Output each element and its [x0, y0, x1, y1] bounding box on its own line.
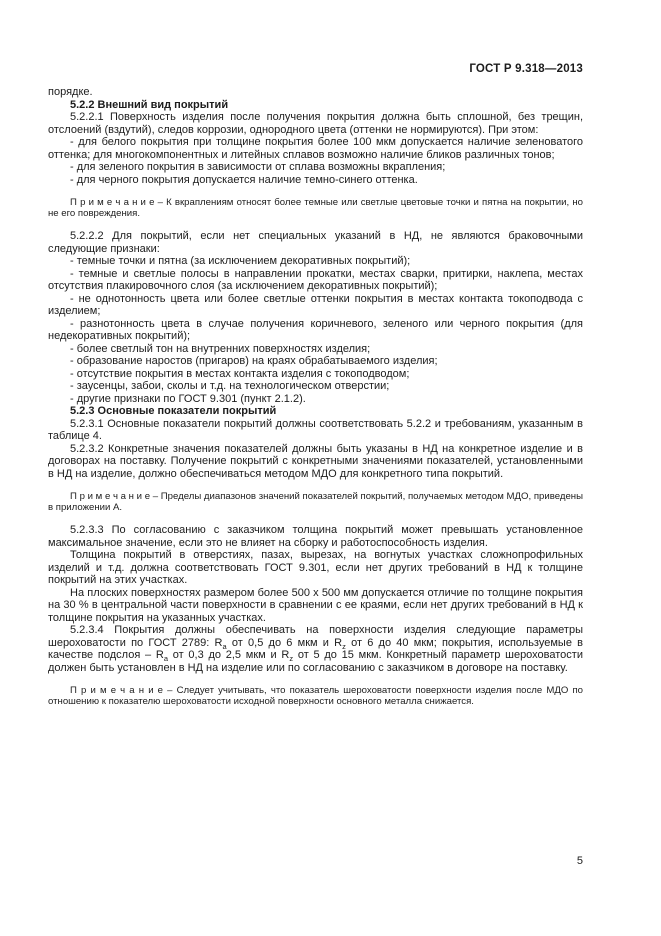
paragraph-5-2-3-4: 5.2.3.4 Покрытия должны обеспечивать на поверхности изделия следующие параметры шероховатости по ГОСТ 2789: $R_a$ от 0,5 до 6 мкм и $R_z$ от 6 до 40 мкм; покрытия, используемые в качестве подслоя – $R_a$ от 0,3 до 2,5 мкм и $R_z$ от 5 до 15 мкм. Конкретный параметр шероховатости должен быть установлен в НД на изделие или по согласованию с заказчиком в договоре на поставку.	[48, 624, 584, 674]
note: П р и м е ч а н и е – К вкраплениям относят более темные или светлые цветовые точки и пятна на покрытии, но не его повреждения.	[48, 197, 583, 219]
paragraph-5-2-2-2: 5.2.2.2 Для покрытий, если нет специальных указаний в НД, не являются браковочными следующие признаки:	[48, 230, 583, 255]
list-item: - для зеленого покрытия в зависимости от сплава возможны вкрапления;	[70, 161, 446, 173]
list-item: - другие признаки по ГОСТ 9.301 (пункт 2.1.2).	[70, 392, 306, 405]
list-item: - не однотонность цвета или более светлые оттенки покрытия в местах контакта токоподвода с изделием;	[48, 292, 583, 317]
page-number: 5	[576, 855, 583, 867]
document-header: ГОСТ Р 9.318—2013	[469, 63, 583, 75]
list-item: - отсутствие покрытия в местах контакта изделия с токоподводом;	[70, 367, 410, 380]
paragraph: Толщина покрытий в отверстиях, пазах, вырезах, на вогнутых участках сложнопрофильных изделий и т.д. должна соответствовать ГОСТ 9.301, если нет других требований в НД к толщине покрытий на этих участках.	[48, 549, 583, 586]
document-body	[48, 86, 583, 718]
paragraph-5-2-2-1: 5.2.2.1 Поверхность изделия после получения покрытия должна быть сплошной, без трещин, отслоений (вздутий), следов коррозии, однородного цвета (оттенки не нормируются). При этом:	[48, 111, 583, 136]
list-item: - более светлый тон на внутренних поверхностях изделия;	[70, 342, 371, 355]
continuation-paragraph: порядке.	[48, 86, 93, 98]
section-heading-5-2-3: 5.2.3 Основные показатели покрытий	[70, 405, 277, 417]
list-item: - темные и светлые полосы в направлении прокатки, местах сварки, притирки, наклепа, местах отсутствия плакировочного слоя (за исключением декоративных покрытий);	[48, 267, 583, 292]
paragraph: На плоских поверхностях размером более 500 х 500 мм допускается отличие по толщине покрытия на 30 % в центральной части поверхности в сравнении с ее краями, если нет других требований в НД к толщине покрытия на указанных участках.	[48, 586, 583, 624]
list-item: - для черного покрытия допускается наличие темно-синего оттенка.	[70, 173, 418, 186]
list-item: - заусенцы, забои, сколы и т.д. на технологическом отверстии;	[70, 380, 390, 392]
paragraph-5-2-3-2: 5.2.3.2 Конкретные значения показателей должны быть указаны в НД на конкретное изделие и в договорах на поставку. Получение покрытий с конкретными значениями показателей, установленными в НД на изделие, должно обеспечиваться методом МДО для конкретного типа покрытий.	[48, 442, 583, 480]
note: П р и м е ч а н и е – Пределы диапазонов значений показателей покрытий, получаемых методом МДО, приведены в приложении А.	[48, 491, 583, 513]
note: П р и м е ч а н и е – Следует учитывать, что показатель шероховатости поверхности изделия после МДО по отношению к показателю шероховатости исходной поверхности основного металла снижается.	[48, 685, 583, 707]
list-item: - для белого покрытия при толщине покрытия более 100 мкм допускается наличие зеленоватого оттенка; для многокомпонентных и литейных сплавов возможно наличие бликов различных тонов;	[48, 136, 583, 161]
section-heading-5-2-2: 5.2.2 Внешний вид покрытий	[70, 98, 229, 111]
paragraph-5-2-3-1: 5.2.3.1 Основные показатели покрытий должны соответствовать 5.2.2 и требованиям, указанным в таблице 4.	[48, 417, 583, 442]
list-item: - образование наростов (пригаров) на краях обрабатываемого изделия;	[70, 355, 438, 367]
list-item: - темные точки и пятна (за исключением декоративных покрытий);	[70, 255, 411, 267]
paragraph-5-2-3-3: 5.2.3.3 По согласованию с заказчиком толщина покрытий может превышать установленное максимальное значение, если это не влияет на сборку и работоспособность изделия.	[48, 524, 583, 549]
list-item: - разнотонность цвета в случае получения коричневого, зеленого или черного покрытия (для недекоративных покрытий);	[48, 317, 583, 342]
